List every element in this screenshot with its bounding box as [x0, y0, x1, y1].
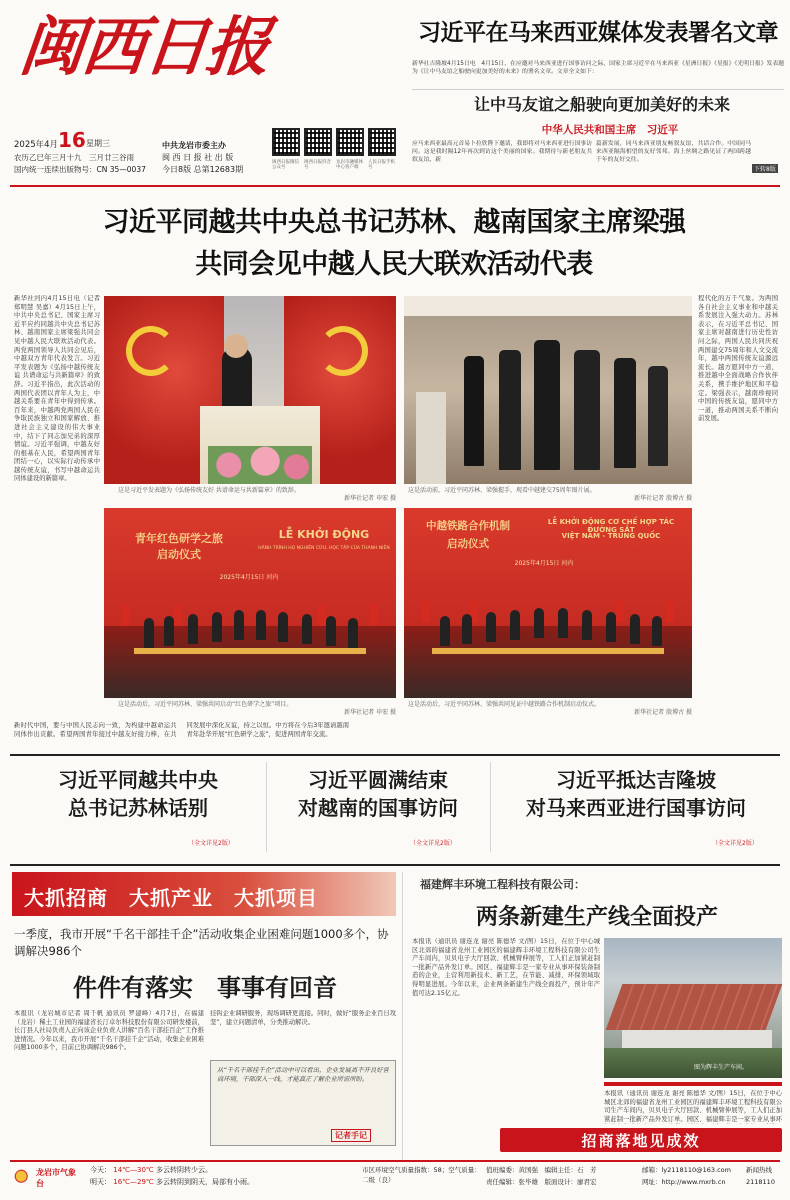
photo-exhibition — [404, 296, 692, 484]
hotline-number: 2118110 — [746, 1178, 775, 1186]
strip-headline[interactable] — [496, 766, 776, 822]
photo-factory — [604, 938, 782, 1078]
banner-title-cn: 中越铁路合作机制 — [426, 520, 510, 532]
strip-line: 总书记苏林话别 — [68, 796, 208, 820]
banner-title-vn: LỄ KHỞI ĐỘNG — [278, 528, 370, 541]
photo-railway-launch — [404, 508, 692, 698]
strip-line: 习近平抵达吉隆坡 — [556, 768, 716, 792]
lead-byline: 中华人民共和国主席 习近平 — [541, 124, 679, 136]
weather-today-label: 今天： — [90, 1166, 111, 1174]
lead-headline[interactable]: 习近平在马来西亚媒体发表署名文章 — [418, 20, 778, 46]
photo-credit: 新华社记者 申宏 摄 — [344, 495, 396, 502]
weather-tomorrow-temp: 16℃—29℃ — [113, 1178, 154, 1186]
editor-line-1: 值班编委：黄国强 编辑主任：石 芳 — [486, 1166, 597, 1174]
photo-credit: 新华社记者 申宏 摄 — [344, 709, 396, 716]
qr-label: 人民日报手机号 — [368, 160, 395, 170]
masthead — [0, 0, 790, 190]
photo-caption: 这是活动后，习近平同苏林、梁强共同见证中越铁路合作机制启动仪式。 — [408, 701, 601, 708]
photo-speech — [104, 296, 396, 484]
strip-headline[interactable] — [272, 766, 484, 822]
qr-code[interactable] — [368, 128, 396, 156]
date-prefix: 2025年4月 — [14, 140, 59, 150]
photo-credit: 新华社记者 殷博古 摄 — [634, 709, 692, 716]
reporter-note-box — [210, 1060, 396, 1146]
strip-line: 对越南的国事访问 — [298, 796, 458, 820]
company-subbanner — [604, 1082, 782, 1086]
photo-credit: 新华社记者 殷博古 摄 — [634, 495, 692, 502]
qr-codes — [272, 128, 400, 182]
strip-line: 对马来西亚进行国事访问 — [526, 796, 746, 820]
qr-label: 龙岩市融媒体中心客户端 — [336, 160, 363, 170]
banner-subtitle-cn: 启动仪式 — [447, 538, 489, 550]
lead-intro: 新华社吉隆坡4月15日电 4月15日，在应邀对马来西亚进行国事访问之际，国家主席习近平在马来西亚《星洲日报》《星报》《光明日报》发表题为《让中马友谊之船驶向更加美好的未来》的署名文章。文章全文如下： — [412, 61, 784, 75]
photo-red-study-launch — [104, 508, 396, 698]
continued-label[interactable]: 下转8版 — [754, 166, 776, 173]
strip-headline[interactable] — [18, 766, 258, 822]
weather-tomorrow-label: 明天： — [90, 1178, 111, 1186]
local-deck: 一季度，我市开展“千名干部挂千企”活动收集企业困难问题1000多个，协调解决986个 — [14, 927, 389, 958]
editor-line-2: 责任编辑：张毕雄 版面设计：廖君宏 — [486, 1178, 597, 1186]
weather-label: 龙岩市气象台 — [36, 1168, 76, 1188]
cn-number: 国内统一连续出版物号：CN 35—0037 — [14, 165, 146, 174]
main-bottom-text: 新时代中国，要与中国人民志向一致，为构建中越命运共同体作出贡献。希望两国青年接过中越友好接力棒，在共同发展中深化友谊，持之以恒。中方将在今后3年邀请越南青年赴华开展“红色研学之旅”，促进两国青年交流。 — [14, 722, 349, 738]
newspaper-logo: 闽西日报 — [16, 10, 272, 85]
jump-link[interactable]: （全文详见2版） — [712, 840, 758, 847]
photo-caption: 这是习近平发表题为《弘扬传统友好 共谱命运与共新篇章》的致辞。 — [118, 487, 300, 494]
banner-title-cn: 青年红色研学之旅 — [135, 532, 223, 545]
strip-line: 习近平同越共中央 — [58, 768, 218, 792]
jump-link[interactable]: （全文详见2版） — [410, 840, 456, 847]
headline-strip — [10, 758, 780, 858]
website-link[interactable]: 网址：http://www.mxrb.cn — [642, 1178, 726, 1186]
reporter-note: 从“千名干部挂千企”活动中可以看出，企业发展离不开良好营商环境，干部深入一线，才能真正了解企业所需所盼。 — [217, 1067, 389, 1083]
invest-banner-text: 招商落地见成效 — [581, 1132, 701, 1150]
lunar-date: 农历乙巳年三月十九 三月廿三谷雨 — [14, 153, 134, 162]
weather-today-temp: 14℃—30℃ — [113, 1166, 154, 1174]
banner-date: 2025年4月15日 河内 — [219, 574, 279, 581]
banner-subtitle-vn: VIỆT NAM - TRUNG QUỐC — [561, 532, 661, 540]
campaign-banner — [12, 872, 396, 916]
qr-label: 闽西日报抖音号 — [304, 160, 331, 170]
banner-subtitle-cn: 启动仪式 — [157, 548, 201, 561]
local-text-2: 挂钩企业调研服务，现场调研更直接。同时，做好“服务企业百日攻坚”，建立问题清单，分类推动解决。 — [210, 1010, 396, 1026]
reporter-note-title: 记者手记 — [331, 1129, 371, 1142]
qr-code[interactable] — [272, 128, 300, 156]
date-day: 16 — [58, 128, 86, 152]
photo-caption: 图为辉丰生产车间。 — [694, 1064, 749, 1071]
jump-link[interactable]: （全文详见2版） — [188, 840, 234, 847]
company-headline[interactable]: 两条新建生产线全面投产 — [475, 904, 718, 930]
hotline-label: 新闻热线 — [746, 1166, 772, 1174]
local-text: 本报讯（龙岩城市记者 周千帆 通讯员 罗建峰）4月7日，在福建（龙岩）稀土工业园的福建省长汀卓尔科技股份有限公司研发楼前，长汀县人社局负责人正向该企业负责人讲解“百名干部挂百企”工作推进情况。今年以来，我市开展“千名干部挂千企”活动，收集企业困难问题1000多个，目前已协调解决986个。 — [14, 1010, 204, 1052]
air-quality: 市区环境空气质量指数：58；空气质量：二级（良） — [362, 1166, 481, 1184]
weather-today — [90, 1165, 330, 1175]
email-link[interactable]: 邮箱：ly2118110@163.com — [642, 1166, 731, 1174]
invest-banner — [500, 1128, 782, 1152]
photo-caption: 这是活动后，习近平同苏林、梁强共同启动“红色研学之旅”项目。 — [118, 701, 293, 708]
company-kicker: 福建辉丰环境工程科技有限公司： — [420, 878, 585, 891]
sun-cloud-icon — [14, 1169, 32, 1187]
main-headline-line1[interactable]: 习近平同越共中央总书记苏林、越南国家主席梁强 — [102, 207, 686, 238]
company-text: 本报讯（通讯员 谢连龙 谢亮 陈德华 文/图）15日，在位于中心城区北郊的福建省龙州工业园区的福建辉丰环境工程科技有限公司生产车间内，贝贝电子大厅回款、机械臂伸展等，工人们正加紧赶制一批新产品外发订单。园区、福建辉丰是一家专业从事环保装备制造的企业，主营利用新技术、新工艺，在节能、减排、环保领域取得明显进展。今年以来，企业两条新建生产线全面投产，预计年产值可达2.15亿元。 — [412, 938, 600, 997]
photo-caption: 这是活动前，习近平同苏林、梁强握手，观看中越建交75周年图片展。 — [408, 487, 596, 494]
banner-subtitle-vn: HÀNH TRÌNH HỌ NGHIÊN CỨU, HỌC TẬP CỦA THANH NIÊN — [258, 546, 390, 551]
main-headline-line2[interactable]: 共同会见中越人民大联欢活动代表 — [195, 249, 593, 280]
sponsor: 中共龙岩市委主办 — [162, 141, 226, 150]
weather-tomorrow — [90, 1177, 350, 1187]
main-left-column: 新华社河内4月15日电（记者 郑明慧 吴嘉）4月15日上午，中共中央总书记、国家主席习近平应约同越共中央总书记苏林、越南国家主席梁强共同会见中越人民大联欢活动代表。两党两国领导人共同会见后，中越双方青年代表发言。习近平发表题为《弘扬中越传统友谊 共谱命运与共新篇章》的致辞。习近平指出，此次活动的两国代表团以青年人为主，中越关系要在青年中得到传承。百年来，中越两党两国人民在争取民族独立和国家解放、推进社会主义建设的伟大事业中，结下了同志加兄弟的深厚情谊。习近平强调，中越友好的根基在人民，希望两国青年团结一心，以实际行动传承中越传统友谊，书写中越命运共同体建设的新篇章。 — [14, 295, 100, 483]
publisher: 闽 西 日 报 社 出 版 — [162, 153, 234, 162]
weather-today-desc: 多云转阴转少云。 — [156, 1166, 213, 1174]
campaign-banner-text: 大抓招商 大抓产业 大抓项目 — [24, 886, 318, 910]
qr-code[interactable] — [304, 128, 332, 156]
lead-subheadline[interactable]: 让中马友谊之船驶向更加美好的未来 — [473, 95, 730, 114]
company-text-2: 本报讯（通讯员 谢连龙 谢亮 陈德华 文/图）15日，在位于中心城区北郊的福建省龙州工业园区的福建辉丰环境工程科技有限公司生产车间内，贝贝电子大厅回款、机械臂伸展等，工人们正加紧赶制一批新产品外发订单。园区、福建辉丰是一家专业从事环 — [604, 1090, 782, 1123]
strip-line: 习近平圆满结束 — [308, 768, 448, 792]
local-headline[interactable]: 件件有落实 事事有回音 — [73, 973, 337, 1002]
lead-col1: 应马来西亚最高元首易卜拉欣陛下邀请，我即将对马来西亚进行国事访问。这是我时隔12年再次到访这个美丽的国家。我期待与新老朋友共叙友谊、新 — [412, 141, 592, 163]
edition-info: 今日8版 总第12683期 — [162, 165, 244, 174]
main-right-column: 程代化的万千气象。为两国各自社会主义事业和中越关系发展注入强大动力。苏林表示，在习近平总书记、国家主席对越南进行历史性访问之际，两国人民共同庆祝两国建交75周年和人文交流年，越中两国传统友谊源远流长。越方愿同中方一道，推进越中全面战略合作伙伴关系，携手维护地区和平稳定。梁强表示，越南珍视同中国的传统友谊，愿同中方一道，推动两国关系不断向前发展。 — [698, 295, 778, 423]
qr-label: 闽西日报微信公众号 — [272, 160, 299, 170]
weather-tomorrow-desc: 多云转阴到阴天，局部有小雨。 — [156, 1178, 255, 1186]
lead-col2: 篇新发展，同马来西亚朋友畅叙友谊，共话合作。中国同马来西亚隔海相望的友好邻邦。海上丝绸之路见证了两国跨越千年的友好交往。 — [596, 141, 751, 163]
qr-code[interactable] — [336, 128, 364, 156]
footer — [10, 1163, 780, 1199]
weekday: 星期三 — [86, 139, 110, 148]
banner-title-vn: LỄ KHỞI ĐỘNG CƠ CHẾ HỢP TÁC ĐƯỜNG SẮT — [547, 518, 675, 534]
banner-date: 2025年4月15日 河内 — [514, 560, 574, 567]
